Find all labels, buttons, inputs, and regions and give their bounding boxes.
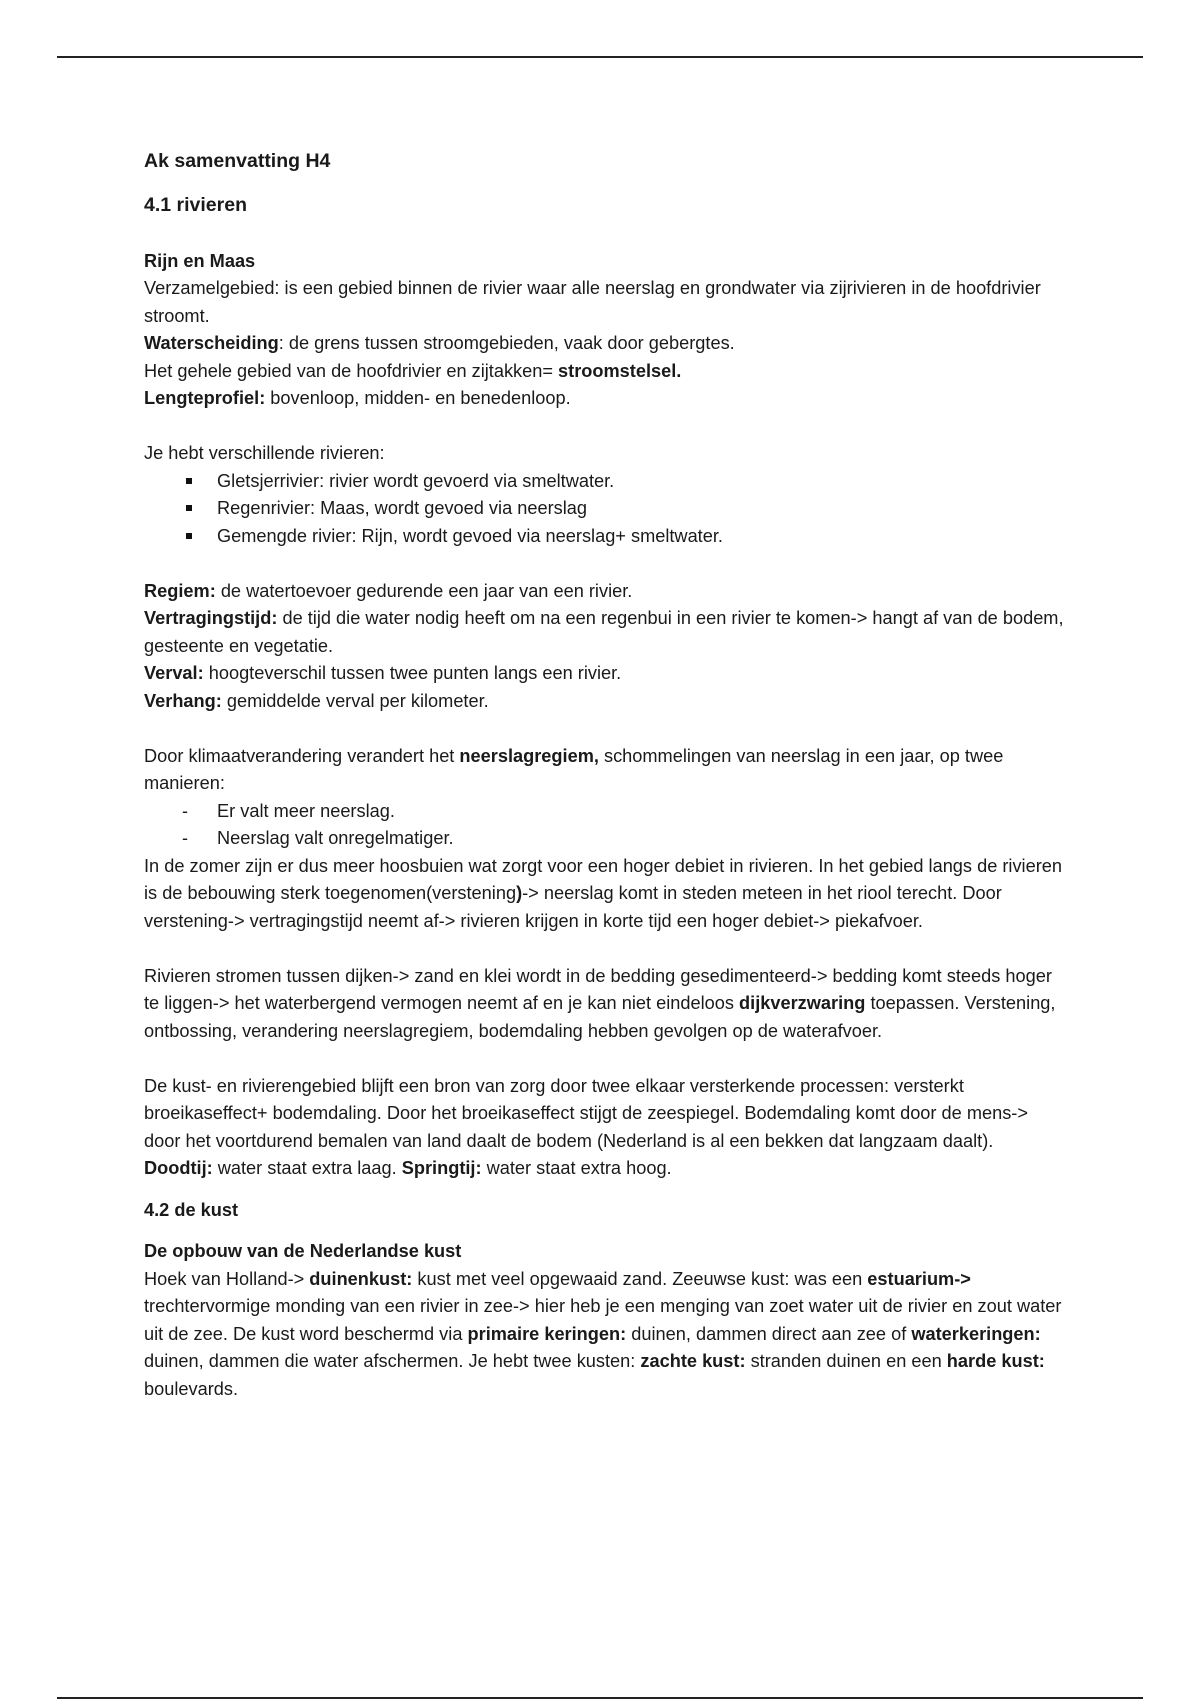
text-vertragingstijd: de tijd die water nodig heeft om na een regenbui in een rivier te komen-> hangt af van de bodem, gesteente en vegetatie. [144,608,1064,656]
term-stroomstelsel: stroomstelsel. [558,360,682,381]
list-item-text: Neerslag valt onregelmatiger. [217,828,454,848]
text-klimaat-before: Door klimaatverandering verandert het [144,745,460,766]
term-doodtij: Doodtij: [144,1158,213,1178]
term-verhang: Verhang: [144,690,222,711]
term-waterscheiding: Waterscheiding [144,333,279,353]
text-segment: kust met veel opgewaaid zand. Zeeuwse kust: was een [412,1268,868,1289]
definition-verhang [144,688,1064,716]
dash-marker: - [182,800,188,821]
text-segment: stranden duinen en een [745,1351,947,1371]
text-segment: boulevards. [144,1378,239,1399]
term-verval: Verval: [144,663,204,683]
text-dijken-after: toepassen. Verstening, ontbossing, verandering neerslagregiem, bodemdaling hebben gevolgen op de waterafvoer. [144,993,1056,1041]
document-title: Ak samenvatting H4 [144,150,331,172]
text-zomer-after: -> neerslag komt in steden meteen in het riool terecht. Door verstening-> vertragingstijd neemt af-> rivieren krijgen in korte tijd een hoger debiet-> piekafvoer. [144,883,1002,931]
term-harde-kust: harde kust: [946,1351,1045,1371]
text-springtij: water staat extra hoog. [481,1158,672,1178]
list-item [144,523,1064,551]
paragraph-stroomstelsel [144,358,1064,386]
paragraph-kust [144,1266,1064,1404]
list-item [144,495,1064,523]
bold-paren: ) [516,883,523,903]
klimaat-list [144,798,1064,853]
paragraph-dijken [144,963,1064,1046]
bullet-marker [186,533,192,539]
rivers-list [144,468,1064,551]
text-kust-rivier: De kust- en rivierengebied blijft een bron van zorg door twee elkaar versterkende processen: versterkt broeikaseffect+ bodemdaling. Door het broeikaseffect stijgt de zeespiegel. Bodemdaling komt door de mens-> door het voortdurend bemalen van land daalt de bodem (Nederland is al een bekken dat langzaam daalt). [144,1075,1028,1151]
term-regiem: Regiem: [144,580,216,601]
term-zachte-kust: zachte kust: [640,1351,746,1371]
definition-regiem [144,578,1064,606]
term-vertragingstijd: Vertragingstijd: [144,608,278,628]
text-verval: hoogteverschil tussen twee punten langs een rivier. [203,663,622,683]
subheading-rijn-en-maas: Rijn en Maas [144,250,256,271]
text-segment: duinen, dammen die water afschermen. Je hebt twee kusten: [144,1351,641,1371]
text-dijken-before: Rivieren stromen tussen dijken-> zand en klei wordt in de bedding gesedimenteerd-> bedding komt steeds hoger te liggen-> het waterbergend vermogen neemt af en je kan niet eindeloos [144,965,1052,1013]
list-item [144,468,1064,496]
term-neerslagregiem: neerslagregiem, [459,745,599,766]
paragraph-rivers-intro: Je hebt verschillende rivieren: [144,443,385,463]
section-heading-kust: 4.2 de kust [144,1199,239,1220]
list-item-text: Regenrivier: Maas, wordt gevoed via neerslag [217,498,588,518]
dash-marker: - [182,828,188,848]
text-stroomstelsel: Het gehele gebied van de hoofdrivier en zijtakken= [144,360,559,381]
definition-vertragingstijd [144,605,1064,660]
term-estuarium: estuarium-> [867,1268,971,1289]
list-item-text: Gletsjerrivier: rivier wordt gevoerd via smeltwater. [217,470,615,491]
section-heading-rivieren: 4.1 rivieren [144,194,247,216]
paragraph-waterscheiding [144,330,1064,358]
text-verhang: gemiddelde verval per kilometer. [221,690,489,711]
list-item-text: Er valt meer neerslag. [217,800,395,821]
bullet-marker [186,505,192,511]
subheading-opbouw-kust: De opbouw van de Nederlandse kust [144,1241,462,1261]
text-doodtij: water staat extra laag. [212,1158,402,1178]
term-springtij: Springtij: [401,1158,482,1178]
term-primaire-keringen: primaire keringen: [467,1323,627,1344]
definition-verval [144,660,1064,688]
term-waterkeringen: waterkeringen: [911,1323,1041,1344]
paragraph-zomer [144,853,1064,936]
text-lengteprofiel: bovenloop, midden- en benedenloop. [265,388,571,408]
top-rule [57,56,1143,58]
bottom-rule [57,1697,1143,1699]
list-item-text: Gemengde rivier: Rijn, wordt gevoed via neerslag+ smeltwater. [217,525,723,546]
paragraph-kust-rivier [144,1073,1064,1183]
text-segment: duinen, dammen direct aan zee of [626,1323,912,1344]
text-waterscheiding: : de grens tussen stroomgebieden, vaak door gebergtes. [278,333,735,353]
document-body [144,146,1064,1403]
list-item [144,798,1064,826]
text-segment: trechtervormige monding van een rivier in zee-> hier heb je een menging van zoet water uit de rivier en zout water uit de zee. De kust word beschermd via [144,1296,1062,1344]
paragraph-klimaat [144,743,1064,798]
text-klimaat-after: schommelingen van neerslag in een jaar, op twee manieren: [144,745,1004,793]
term-dijkverzwaring: dijkverzwaring [739,993,866,1013]
bullet-marker [186,478,192,484]
term-lengteprofiel: Lengteprofiel: [144,388,266,408]
paragraph-verzamelgebied: Verzamelgebied: is een gebied binnen de rivier waar alle neerslag en grondwater via zijrivieren in de hoofdrivier stroomt. [144,278,1041,326]
text-segment: Hoek van Holland-> [144,1268,310,1289]
text-regiem: de watertoevoer gedurende een jaar van een rivier. [215,580,633,601]
list-item [144,825,1064,853]
text-zomer-before: In de zomer zijn er dus meer hoosbuien wat zorgt voor een hoger debiet in rivieren. In het gebied langs de rivieren is de bebouwing sterk toegenomen(verstening [144,855,1062,903]
term-duinenkust: duinenkust: [309,1268,413,1289]
paragraph-lengteprofiel [144,385,1064,413]
